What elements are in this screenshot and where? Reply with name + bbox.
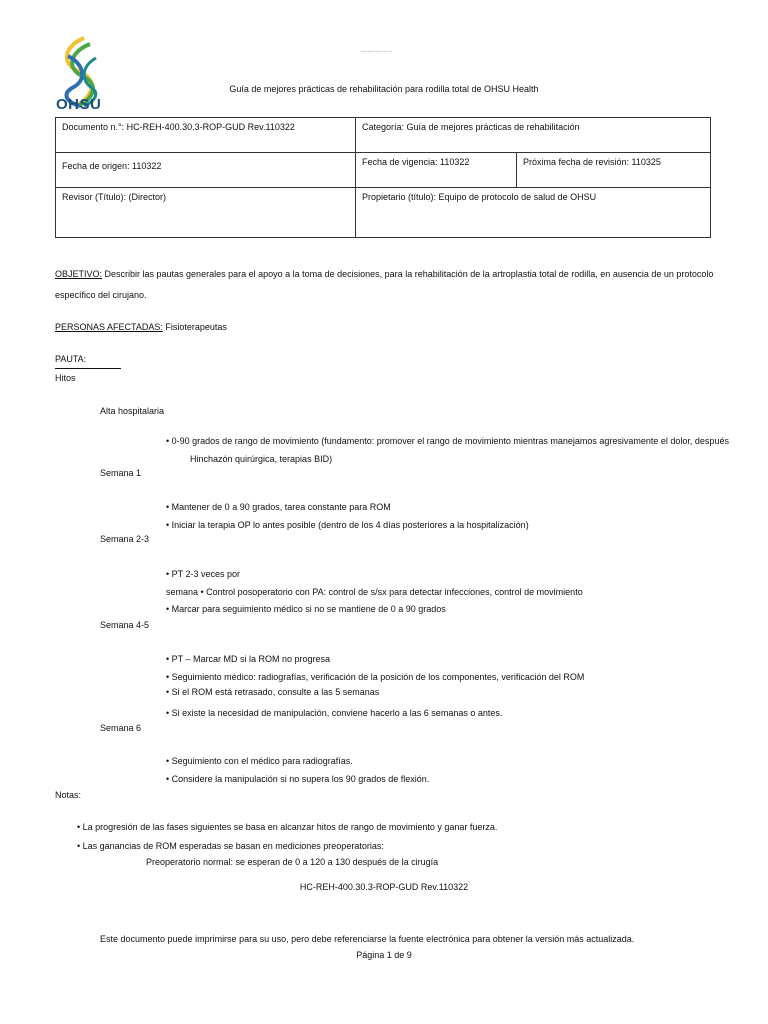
footer-disclaimer: Este documento puede imprimirse para su uso, pero debe referenciarse la fuente electrónica para obtener la versión más actualizada. (100, 934, 635, 944)
footer-doc-code: HC-REH-400.30.3-ROP-GUD Rev.110322 (299, 882, 469, 892)
alta-bullet-1: • 0-90 grados de rango de movimiento (fundamento: promover el rango de movimiento mientras manejamos agresivamente el dolor, después (166, 436, 729, 446)
milestone-alta: Alta hospitalaria (100, 406, 165, 416)
owner-cell: Propietario (título): Equipo de protocolo de salud de OHSU (356, 188, 711, 238)
origin-date-cell: Fecha de origen: 110322 (56, 153, 356, 188)
note-2: • Las ganancias de ROM esperadas se basan en mediciones preoperatorias: (77, 841, 384, 851)
objective-line (55, 269, 745, 280)
week23-bullet-2: semana • Control posoperatorio con PA: control de s/sx para detectar infecciones, control de movimiento (166, 587, 583, 597)
week6-bullet-2: • Considere la manipulación si no supera los 90 grados de flexión. (166, 774, 430, 784)
alta-bullet-1-cont: Hinchazón quirúrgica, terapias BID) (190, 454, 333, 464)
hitos-heading: Hitos (55, 373, 76, 383)
week23-bullet-1: • PT 2-3 veces por (166, 569, 241, 579)
affected-text: Fisioterapeutas (162, 322, 227, 332)
pauta-underline (55, 368, 121, 369)
week23-bullet-3: • Marcar para seguimiento médico si no se mantiene de 0 a 90 grados (166, 604, 446, 614)
milestone-week-2-3: Semana 2-3 (100, 534, 150, 544)
effective-date-cell: Fecha de vigencia: 110322 (356, 153, 517, 188)
note-1: • La progresión de las fases siguientes se basa en alcanzar hitos de rango de movimiento y ganar fuerza. (77, 822, 498, 832)
affected-line (55, 322, 227, 333)
objective-label: OBJETIVO: (55, 269, 103, 279)
page-number: Página 1 de 9 (356, 950, 412, 960)
pauta-label: PAUTA: (55, 354, 87, 364)
reviewer-cell: Revisor (Título): (Director) (56, 188, 356, 238)
milestone-week-1: Semana 1 (100, 468, 142, 478)
objective-text: Describir las pautas generales para el apoyo a la toma de decisiones, para la rehabilitación de la artroplastia total de rodilla, en ausencia de un protocolo (102, 269, 714, 279)
week45-bullet-2: • Seguimiento médico: radiografías, verificación de la posición de los componentes, verificación del ROM (166, 672, 585, 682)
week45-bullet-1: • PT – Marcar MD si la ROM no progresa (166, 654, 331, 664)
logo-text: OHSU (56, 96, 102, 113)
week1-bullet-1: • Mantener de 0 a 90 grados, tarea constante para ROM (166, 502, 391, 512)
week45-bullet-3: • Si el ROM está retrasado, consulte a las 5 semanas (166, 687, 380, 697)
week6-bullet-1: • Seguimiento con el médico para radiografías. (166, 756, 353, 766)
notes-label: Notas: (55, 790, 82, 800)
note-2-sub: Preoperatorio normal: se esperan de 0 a 120 a 130 después de la cirugía (146, 857, 439, 867)
week45-bullet-4: • Si existe la necesidad de manipulación, conviene hacerlo a las 6 semanas o antes. (166, 708, 503, 718)
document-metadata-table (55, 117, 711, 238)
page-title: Guía de mejores prácticas de rehabilitación para rodilla total de OHSU Health (229, 84, 539, 94)
week1-bullet-2: • Iniciar la terapia OP lo antes posible (dentro de los 4 días posteriores a la hospitalización) (166, 520, 529, 530)
milestone-week-4-5: Semana 4-5 (100, 620, 150, 630)
objective-text-cont: específico del cirujano. (55, 290, 147, 300)
header-tiny-text: Oregon Health & Science University (360, 51, 392, 53)
affected-label: PERSONAS AFECTADAS: (55, 322, 163, 332)
next-review-cell: Próxima fecha de revisión: 110325 (517, 153, 711, 188)
milestone-week-6: Semana 6 (100, 723, 142, 733)
document-number-cell: Documento n.°: HC-REH-400.30.3-ROP-GUD Rev.110322 (56, 118, 356, 153)
category-cell: Categoría: Guía de mejores prácticas de rehabilitación (356, 118, 711, 153)
